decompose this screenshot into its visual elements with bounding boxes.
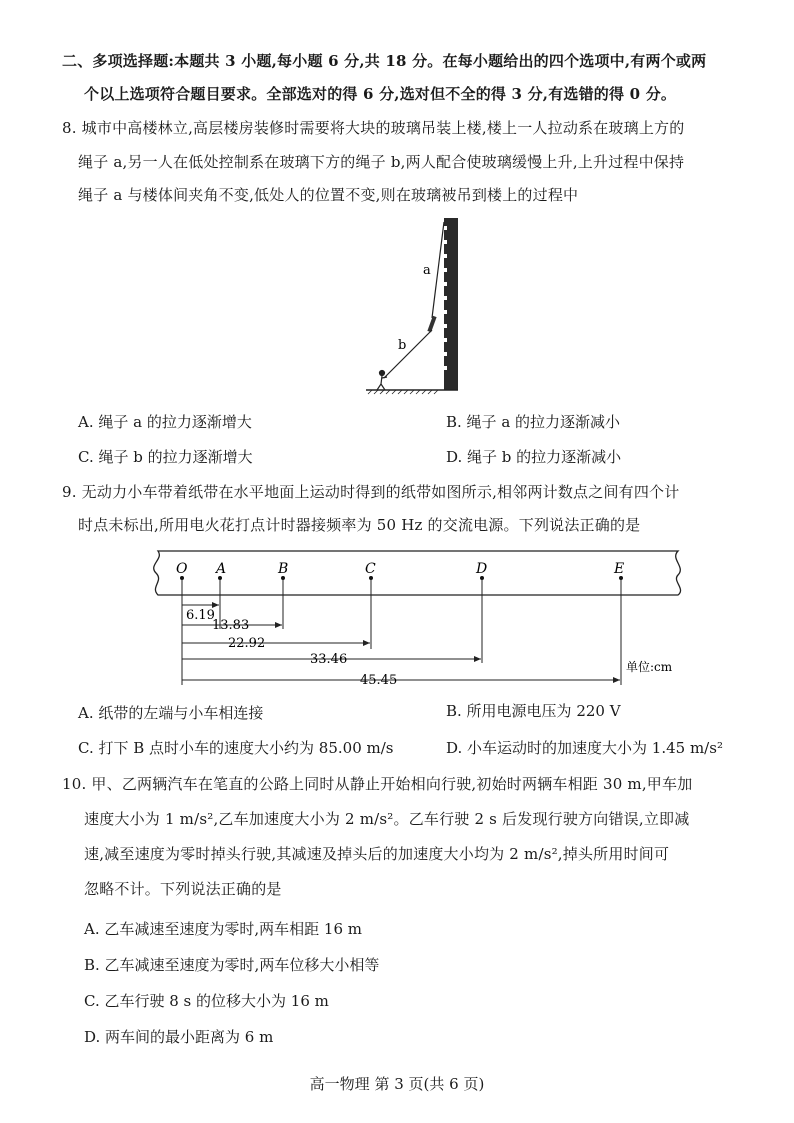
distance-ob: 13.83 <box>212 618 250 633</box>
q8-option-c[interactable]: C. 绳子 b 的拉力逐渐增大 <box>78 448 253 466</box>
section-header-line2: 个以上选项符合题目要求。全部选对的得 6 分,选对但不全的得 3 分,有选错的得 0 分。 <box>84 85 677 103</box>
page-footer: 高一物理 第 3 页(共 6 页) <box>309 1075 485 1093</box>
tape-unit-label: 单位:cm <box>626 660 673 674</box>
q10-option-a[interactable]: A. 乙车减速至速度为零时,两车相距 16 m <box>84 920 362 938</box>
q9-text-line1: 9. 无动力小车带着纸带在水平地面上运动时得到的纸带如图所示,相邻两计数点之间有四个计 <box>62 483 680 501</box>
q10-text-line2: 速度大小为 1 m/s²,乙车加速度大小为 2 m/s²。乙车行驶 2 s 后发现行驶方向错误,立即减 <box>84 810 690 828</box>
section-header-line1: 二、多项选择题:本题共 3 小题,每小题 6 分,共 18 分。在每小题给出的四个选项中,有两个或两 <box>62 52 707 70</box>
tape-point-c: C <box>365 561 376 577</box>
q9-option-d[interactable]: D. 小车运动时的加速度大小为 1.45 m/s² <box>446 739 723 757</box>
label-a: a <box>423 263 431 278</box>
tape-point-b: B <box>278 561 289 577</box>
glass-pane <box>427 316 436 332</box>
distance-oc: 22.92 <box>228 636 266 651</box>
tape-point-a: A <box>216 561 227 577</box>
q10-option-b[interactable]: B. 乙车减速至速度为零时,两车位移大小相等 <box>84 956 380 974</box>
q10-option-c[interactable]: C. 乙车行驶 8 s 的位移大小为 16 m <box>84 992 329 1010</box>
distance-oa: 6.19 <box>186 608 215 623</box>
q8-text-line1: 8. 城市中高楼林立,高层楼房装修时需要将大块的玻璃吊装上楼,楼上一人拉动系在玻璃上方的 <box>62 119 685 137</box>
q10-text-line4: 忽略不计。下列说法正确的是 <box>84 880 282 898</box>
label-b: b <box>398 338 407 353</box>
q8-option-b[interactable]: B. 绳子 a 的拉力逐渐减小 <box>446 413 621 431</box>
q8-option-a[interactable]: A. 绳子 a 的拉力逐渐增大 <box>78 413 252 431</box>
q10-option-d[interactable]: D. 两车间的最小距离为 6 m <box>84 1028 274 1046</box>
rope-a <box>432 222 444 318</box>
q8-text-line3: 绳子 a 与楼体间夹角不变,低处人的位置不变,则在玻璃被吊到楼上的过程中 <box>78 186 579 204</box>
distance-od: 33.46 <box>310 652 348 667</box>
tape-point-o: O <box>176 561 188 577</box>
q8-building-figure <box>360 212 470 397</box>
q9-paper-tape-figure <box>140 545 700 690</box>
tape-point-e: E <box>614 561 625 577</box>
tape-dots <box>180 576 623 580</box>
q9-text-line2: 时点未标出,所用电火花打点计时器接频率为 50 Hz 的交流电源。下列说法正确的是 <box>78 516 641 534</box>
rope-b <box>384 330 432 378</box>
q9-option-b[interactable]: B. 所用电源电压为 220 V <box>446 702 621 720</box>
paper-tape <box>154 551 681 595</box>
q10-text-line1: 10. 甲、乙两辆汽车在笔直的公路上同时从静止开始相向行驶,初始时两辆车相距 30 m,甲车加 <box>62 775 693 793</box>
distance-oe: 45.45 <box>360 673 398 688</box>
q9-option-a[interactable]: A. 纸带的左端与小车相连接 <box>78 704 264 722</box>
q9-option-c[interactable]: C. 打下 B 点时小车的速度大小约为 85.00 m/s <box>78 739 394 757</box>
person-figure <box>377 371 387 391</box>
tape-point-d: D <box>476 561 488 577</box>
q8-text-line2: 绳子 a,另一人在低处控制系在玻璃下方的绳子 b,两人配合使玻璃缓慢上升,上升过程中保持 <box>78 153 685 171</box>
q8-option-d[interactable]: D. 绳子 b 的拉力逐渐减小 <box>446 448 622 466</box>
q10-text-line3: 速,减至速度为零时掉头行驶,其减速及掉头后的加速度大小均为 2 m/s²,掉头所用时间可 <box>84 845 670 863</box>
